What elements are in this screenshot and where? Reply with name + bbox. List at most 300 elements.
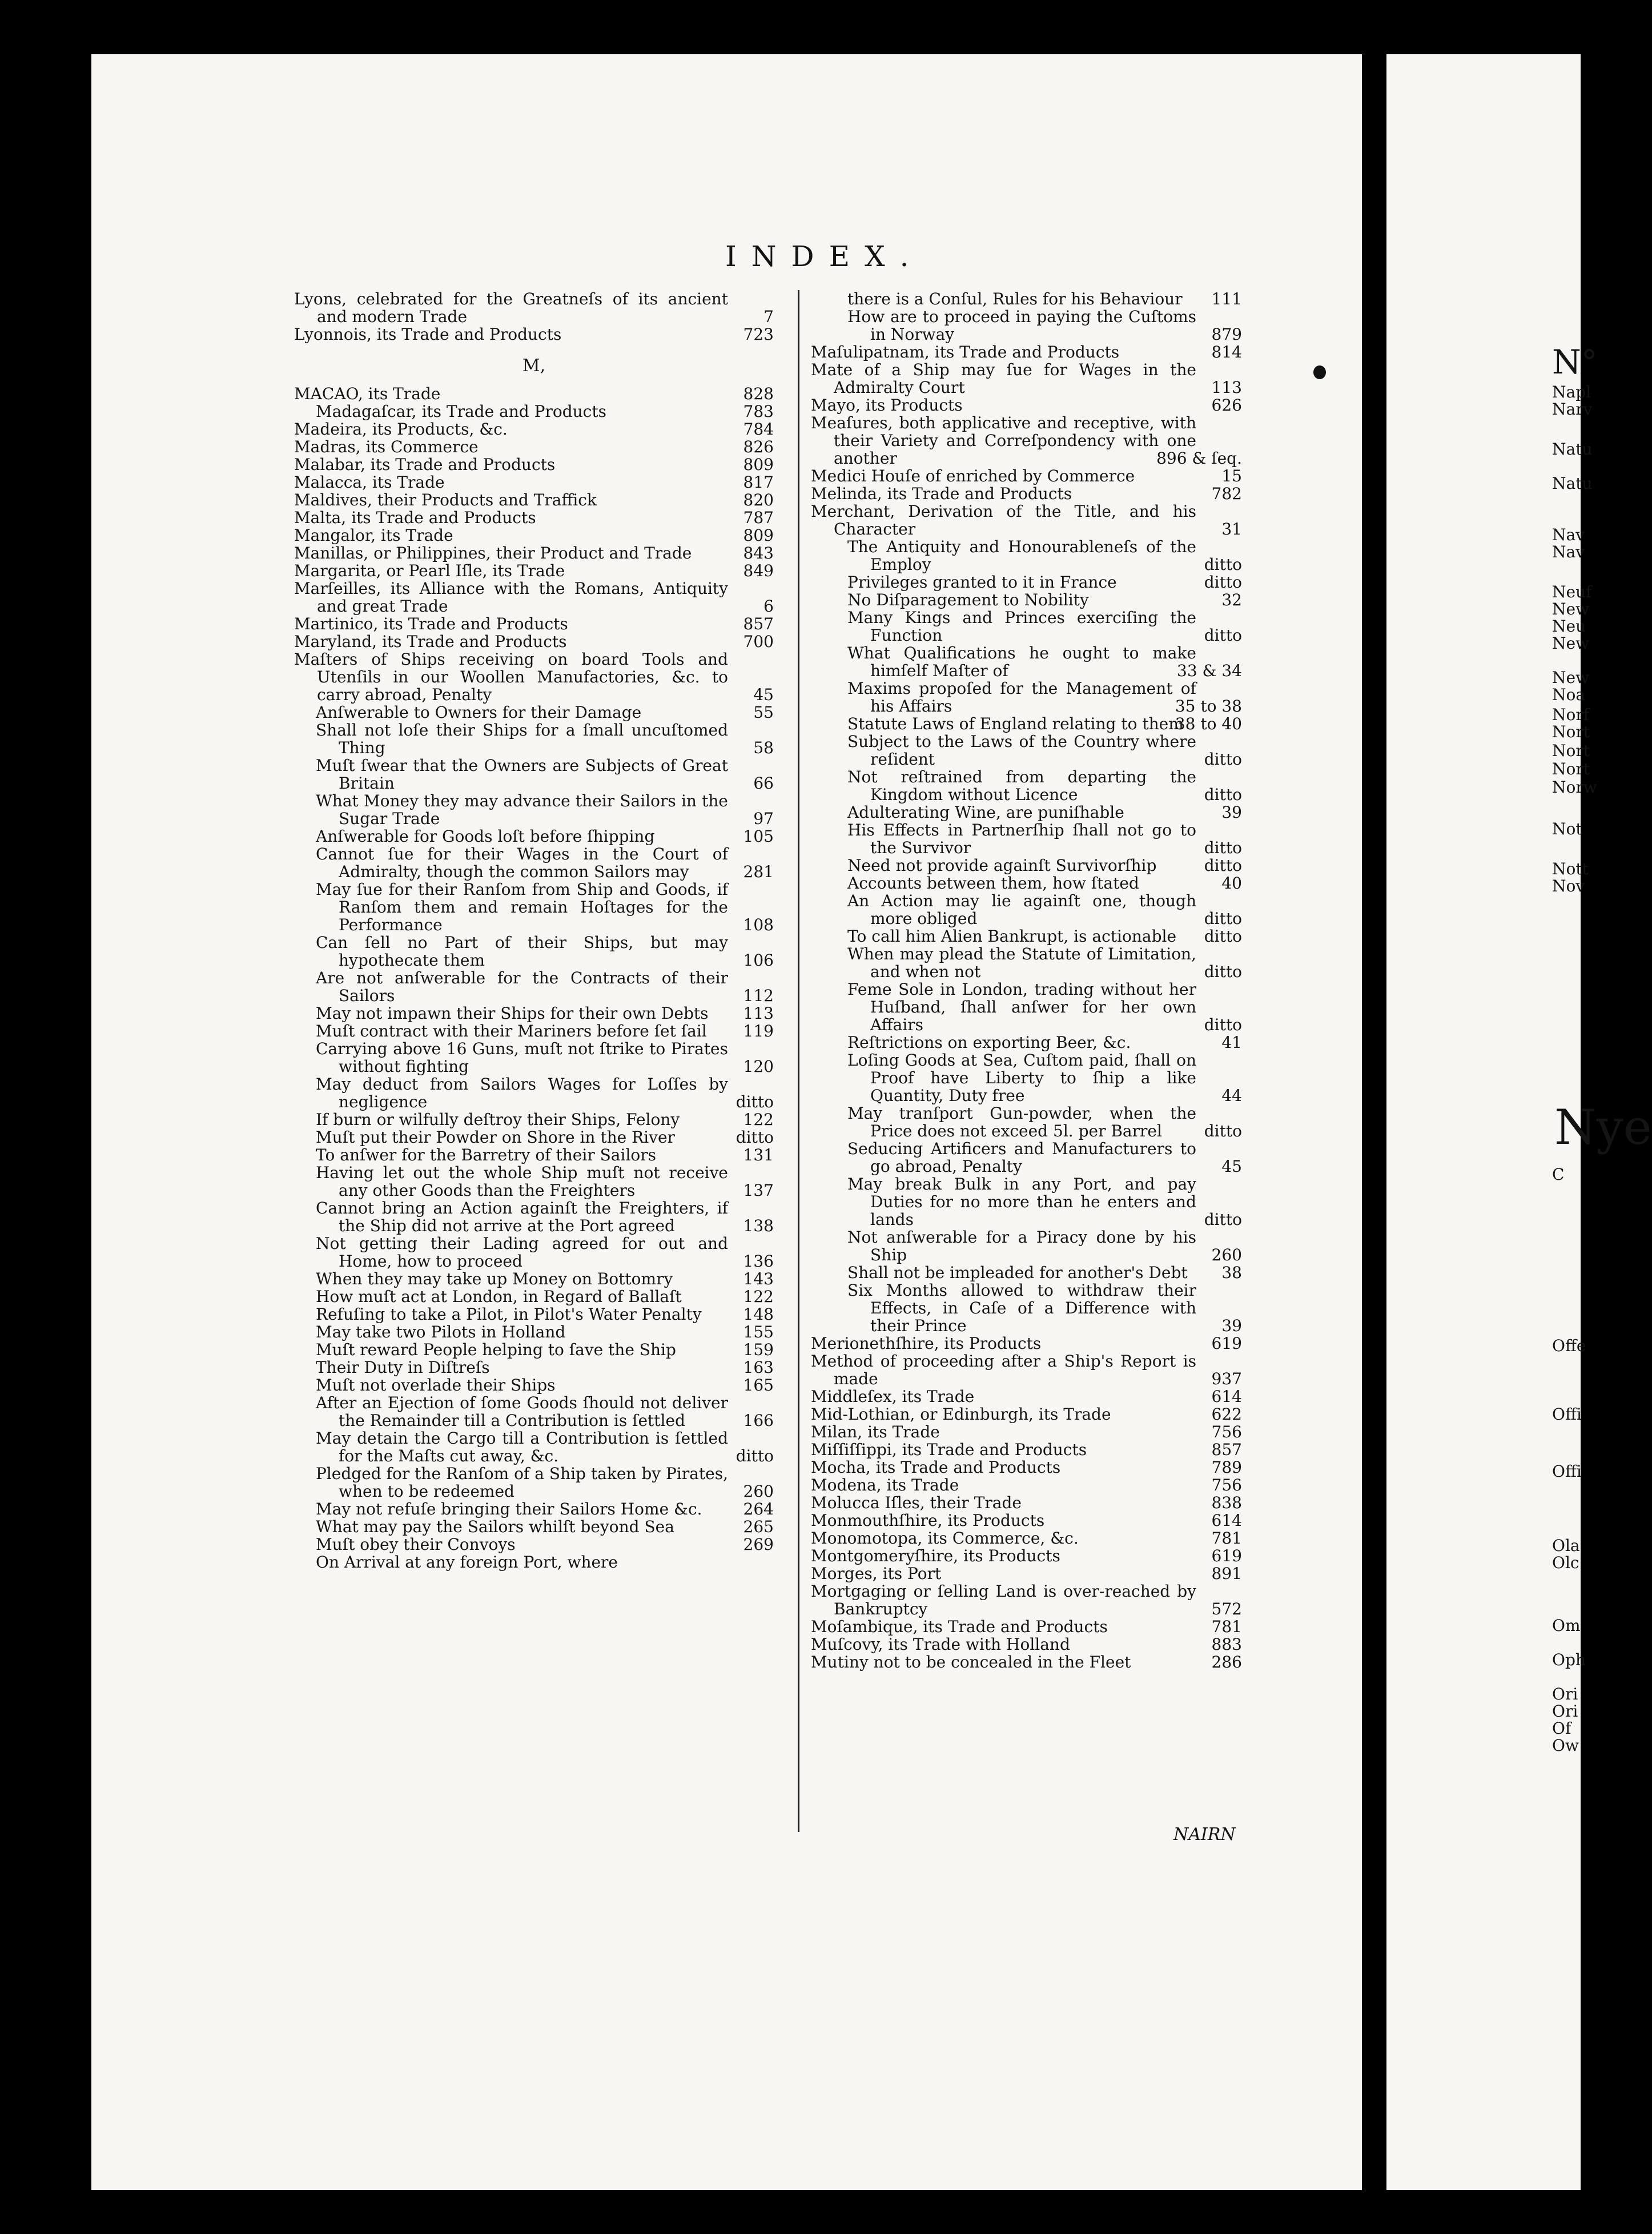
page-number: 622: [1211, 1405, 1242, 1424]
letter-heading: M,: [522, 356, 546, 376]
page-number: 572: [1211, 1600, 1242, 1618]
page-number: 857: [743, 614, 774, 633]
page-number: ditto: [735, 1092, 774, 1111]
page-number: 264: [743, 1500, 774, 1518]
page-number: 45: [1221, 1157, 1242, 1176]
index-entry: [811, 981, 1242, 1034]
facing-page-fragment: New: [1552, 668, 1590, 687]
entry-text: Muſt put their Powder on Shore in the River: [316, 1128, 675, 1147]
index-entry: [811, 1458, 1242, 1476]
facing-page-fragment: Nye: [1554, 1099, 1652, 1155]
entry-text: Maſulipatnam, its Trade and Products: [811, 343, 1120, 361]
page-number: 781: [1211, 1529, 1242, 1548]
page-number: 817: [743, 473, 774, 492]
page-number: 166: [743, 1411, 774, 1430]
facing-page-fragment: Nav: [1552, 543, 1585, 561]
page-number: 155: [743, 1323, 774, 1341]
entry-text: Malacca, its Trade: [294, 473, 445, 492]
index-entry: [811, 414, 1242, 467]
index-entry: [294, 1146, 774, 1164]
entry-text: Statute Laws of England relating to them: [847, 714, 1184, 733]
entry-text: Not anſwerable for a Piracy done by his Ship: [847, 1228, 1196, 1264]
facing-page-fragment: Not: [1552, 819, 1582, 838]
page-number: 119: [743, 1022, 774, 1040]
page-number: 756: [1211, 1476, 1242, 1494]
facing-page-fragment: Norf: [1552, 705, 1590, 724]
entry-text: An Action may lie againſt one, though more obliged: [847, 891, 1196, 928]
index-entry: [811, 1175, 1242, 1228]
index-entry: [811, 361, 1242, 396]
facing-page-fragment: Ola: [1552, 1536, 1580, 1555]
index-entry: [294, 934, 774, 969]
facing-page-fragment: Nort: [1552, 722, 1590, 741]
entry-text: Mid-Lothian, or Edinburgh, its Trade: [811, 1405, 1111, 1424]
index-entry: [294, 1376, 774, 1394]
facing-page-fragment: Nott: [1552, 859, 1589, 878]
entry-text: Muſt obey their Convoys: [316, 1535, 516, 1554]
index-entry: [811, 538, 1242, 573]
page-number: 723: [743, 325, 774, 344]
page-number: 789: [1211, 1458, 1242, 1477]
index-entry: [294, 456, 774, 473]
index-entry: [811, 803, 1242, 821]
entry-text: Monomotopa, its Commerce, &c.: [811, 1529, 1079, 1548]
page-number: 614: [1211, 1511, 1242, 1530]
entry-text: Lyons, celebrated for the Greatneſs of its ancient and modern Trade: [294, 290, 728, 326]
entry-text: Maryland, its Trade and Products: [294, 632, 567, 651]
index-entry: [294, 473, 774, 491]
facing-page-fragment: Nort: [1552, 760, 1590, 778]
facing-page-fragment: Olc: [1552, 1553, 1579, 1572]
index-entry: [811, 680, 1242, 715]
facing-page-fragment: Nav: [1552, 525, 1585, 544]
entry-text: Margarita, or Pearl Iſle, its Trade: [294, 561, 565, 580]
index-entry: [811, 715, 1242, 733]
entry-text: Having let out the whole Ship muſt not receive any other Goods than the Freighters: [316, 1163, 728, 1200]
index-entry: [811, 945, 1242, 981]
page-number: 32: [1221, 590, 1242, 609]
entry-text: Martinico, its Trade and Products: [294, 614, 568, 633]
index-entry: [294, 1553, 774, 1571]
index-entry: [811, 290, 1242, 308]
index-entry: [294, 1235, 774, 1270]
page-number: 40: [1221, 874, 1242, 893]
entry-text: Shall not loſe their Ships for a ſmall uncuſtomed Thing: [316, 721, 728, 757]
index-entry: [811, 1512, 1242, 1529]
page-number: 35 to 38: [1175, 697, 1242, 716]
index-entry: [294, 1359, 774, 1376]
entry-text: Melinda, its Trade and Products: [811, 484, 1072, 503]
page-number: 112: [743, 986, 774, 1005]
index-entry: [811, 1104, 1242, 1140]
page-number: 286: [1211, 1653, 1242, 1672]
facing-page-fragment: Narv: [1552, 400, 1593, 419]
entry-text: The Antiquity and Honourableneſs of the Employ: [847, 537, 1196, 574]
index-entry: [811, 1405, 1242, 1423]
facing-page-fragment: Neu: [1552, 617, 1586, 636]
index-entry: [811, 1618, 1242, 1636]
page-number: 614: [1211, 1387, 1242, 1406]
page-number: 700: [743, 632, 774, 651]
index-entry: [811, 1529, 1242, 1547]
entry-text: Mayo, its Products: [811, 396, 963, 415]
entry-text: To call him Alien Bankrupt, is actionable: [847, 927, 1177, 946]
entry-text: Muſt contract with their Mariners before ſet ſail: [316, 1022, 707, 1040]
page-number: 136: [743, 1252, 774, 1271]
entry-text: Maldives, their Products and Traffick: [294, 491, 597, 509]
facing-page-fragment: Norw: [1552, 778, 1597, 797]
page-number: 783: [743, 402, 774, 421]
facing-page-fragment: Nov: [1552, 877, 1585, 895]
page-number: ditto: [1204, 785, 1242, 804]
index-entry: [294, 969, 774, 1005]
page-number: 122: [743, 1287, 774, 1306]
entry-text: Anſwerable for Goods loſt before ſhipping: [316, 827, 655, 846]
index-entry: [811, 1281, 1242, 1335]
index-entry: [811, 927, 1242, 945]
entry-text: Their Duty in Diſtreſs: [316, 1358, 490, 1377]
facing-page-fragment: Ori: [1552, 1685, 1578, 1703]
entry-text: Madeira, its Products, &c.: [294, 420, 508, 439]
index-entry: [294, 1075, 774, 1111]
entry-text: Moſambique, its Trade and Products: [811, 1617, 1108, 1636]
page-number: 108: [743, 915, 774, 934]
page-number: 66: [753, 774, 774, 793]
entry-text: Mocha, its Trade and Products: [811, 1458, 1061, 1477]
entry-text: Can ſell no Part of their Ships, but may hypothecate them: [316, 933, 728, 970]
entry-text: Marſeilles, its Alliance with the Romans, Antiquity and great Trade: [294, 579, 728, 616]
entry-text: May break Bulk in any Port, and pay Duties for no more than he enters and lands: [847, 1175, 1196, 1229]
page-number: 857: [1211, 1440, 1242, 1459]
entry-text: Madagaſcar, its Trade and Products: [316, 402, 606, 421]
page-number: 165: [743, 1376, 774, 1395]
page-number: 809: [743, 526, 774, 545]
index-entry: [811, 1423, 1242, 1441]
page-number: ditto: [1204, 1122, 1242, 1140]
page-number: ditto: [1204, 555, 1242, 574]
entry-text: What Money they may advance their Sailors in the Sugar Trade: [316, 791, 728, 828]
entry-text: Milan, its Trade: [811, 1423, 940, 1441]
facing-page-fragment: C: [1552, 1165, 1565, 1184]
page-number: 626: [1211, 396, 1242, 415]
page-number: 39: [1221, 803, 1242, 822]
entry-text: May tranſport Gun-powder, when the Price does not exceed 5l. per Barrel: [847, 1104, 1196, 1140]
page-number: 281: [743, 862, 774, 881]
entry-text: What Qualifications he ought to make himſelf Maſter of: [847, 644, 1196, 680]
entry-text: Adulterating Wine, are puniſhable: [847, 803, 1124, 822]
entry-text: Method of proceeding after a Ship's Report is made: [811, 1352, 1196, 1388]
entry-text: Merchant, Derivation of the Title, and his Character: [811, 502, 1196, 539]
page-number: 41: [1221, 1033, 1242, 1052]
catchword: NAIRN: [1173, 1825, 1236, 1845]
page-number: 781: [1211, 1617, 1242, 1636]
page-number: 120: [743, 1057, 774, 1076]
page-number: 756: [1211, 1423, 1242, 1441]
index-entry: [294, 721, 774, 757]
index-entry: [811, 768, 1242, 803]
page-number: 809: [743, 455, 774, 474]
entry-text: No Diſparagement to Nobility: [847, 590, 1089, 609]
index-entry: [811, 644, 1242, 680]
page-number: 131: [743, 1146, 774, 1164]
entry-text: MACAO, its Trade: [294, 384, 441, 403]
entry-text: Loſing Goods at Sea, Cuſtom paid, ſhall on Proof have Liberty to ſhip a like Quantity, Duty free: [847, 1051, 1196, 1105]
entry-text: Merionethſhire, its Products: [811, 1334, 1042, 1353]
facing-page-fragment: Om: [1552, 1616, 1581, 1635]
page-number: 269: [743, 1535, 774, 1554]
index-entry: [294, 633, 774, 650]
page-number: ditto: [1204, 909, 1242, 928]
page-number: 39: [1221, 1316, 1242, 1335]
index-left-column: [294, 290, 774, 1571]
entry-text: Molucca Iſles, their Trade: [811, 1493, 1022, 1512]
entry-text: May deduct from Sailors Wages for Loſſes by negligence: [316, 1075, 728, 1111]
entry-text: Meaſures, both applicative and receptive, with their Variety and Correſpondency with one another: [811, 413, 1196, 468]
entry-text: Seducing Artificers and Manufacturers to go abroad, Penalty: [847, 1139, 1196, 1176]
index-entry: [811, 1565, 1242, 1582]
facing-page-fragment: Nort: [1552, 741, 1590, 760]
page-number: 111: [1211, 290, 1242, 308]
entry-text: Lyonnois, its Trade and Products: [294, 325, 562, 344]
index-entry: [294, 527, 774, 544]
entry-text: there is a Conſul, Rules for his Behaviour: [847, 290, 1183, 308]
index-entry: [811, 467, 1242, 485]
page-number: 45: [753, 685, 774, 704]
page-number: ditto: [1204, 962, 1242, 981]
page-number: 896 & ſeq.: [1156, 449, 1242, 468]
entry-text: Miſſiſſippi, its Trade and Products: [811, 1440, 1087, 1459]
entry-text: Muſt ſwear that the Owners are Subjects of Great Britain: [316, 756, 728, 793]
facing-page-fragment: Offi: [1552, 1462, 1582, 1481]
entry-text: How are to proceed in paying the Cuſtoms in Norway: [847, 307, 1196, 344]
entry-text: Shall not be impleaded for another's Debt: [847, 1263, 1188, 1282]
index-entry: [294, 385, 774, 403]
index-entry: [294, 1341, 774, 1359]
column-divider: [798, 290, 799, 1832]
entry-text: Not getting their Lading agreed for out and Home, how to proceed: [316, 1234, 728, 1271]
index-entry: [811, 485, 1242, 503]
page-number: 38: [1221, 1263, 1242, 1282]
page-number: ditto: [735, 1128, 774, 1147]
index-entry: [294, 650, 774, 704]
entry-text: After an Ejection of ſome Goods ſhould not deliver the Remainder till a Contribution is ſettled: [316, 1393, 728, 1430]
page-number: 265: [743, 1517, 774, 1536]
entry-text: Privileges granted to it in France: [847, 573, 1117, 592]
entry-text: What may pay the Sailors whilſt beyond Sea: [316, 1517, 674, 1536]
index-entry: [294, 792, 774, 827]
facing-page-fragment: New: [1552, 634, 1590, 653]
entry-text: Mangalor, its Trade: [294, 526, 453, 545]
index-entry: [811, 892, 1242, 927]
entry-text: Mutiny not to be concealed in the Fleet: [811, 1653, 1131, 1672]
page-number: 838: [1211, 1493, 1242, 1512]
index-entry: [294, 1022, 774, 1040]
page-number: 260: [1211, 1245, 1242, 1264]
page-number: 15: [1221, 467, 1242, 485]
page-number: 6: [763, 597, 774, 616]
page-number: 828: [743, 384, 774, 403]
index-entry: [811, 857, 1242, 874]
entry-text: May take two Pilots in Holland: [316, 1323, 566, 1341]
page-number: 97: [753, 809, 774, 828]
page-title: INDEX.: [725, 240, 924, 273]
index-entry: [294, 403, 774, 420]
index-entry: [811, 1476, 1242, 1494]
index-entry: [294, 1518, 774, 1536]
index-entry: [811, 591, 1242, 609]
index-entry: [294, 1164, 774, 1199]
entry-text: Many Kings and Princes exerciſing the Function: [847, 608, 1196, 645]
ink-blot: [1313, 365, 1326, 379]
page-number: 260: [743, 1482, 774, 1501]
entry-text: Feme Sole in London, trading without her Huſband, ſhall anſwer for her own Affairs: [847, 980, 1196, 1034]
entry-text: May detain the Cargo till a Contribution is ſettled for the Maſts cut away, &c.: [316, 1429, 728, 1465]
page-number: 619: [1211, 1334, 1242, 1353]
entry-text: His Effects in Partnerſhip ſhall not go to the Survivor: [847, 821, 1196, 857]
index-entry: [811, 1494, 1242, 1512]
facing-page-fragment: Oph: [1552, 1650, 1586, 1669]
index-entry: [294, 1465, 774, 1500]
index-entry: [294, 562, 774, 580]
page-number: ditto: [1204, 838, 1242, 857]
page-number: ditto: [1204, 573, 1242, 592]
entry-text: May not impawn their Ships for their own Debts: [316, 1004, 709, 1023]
entry-text: Muſcovy, its Trade with Holland: [811, 1635, 1070, 1654]
entry-text: Manillas, or Philippines, their Product and Trade: [294, 544, 692, 562]
page-number: 31: [1221, 520, 1242, 539]
index-entry: [294, 1288, 774, 1305]
entry-text: Anſwerable to Owners for their Damage: [316, 703, 642, 722]
index-entry: [294, 491, 774, 509]
entry-text: Montgomeryſhire, its Products: [811, 1546, 1060, 1565]
index-entry: [811, 308, 1242, 343]
page-number: 849: [743, 561, 774, 580]
index-entry: [294, 845, 774, 881]
entry-text: Mortgaging or ſelling Land is over-reached by Bankruptcy: [811, 1582, 1196, 1618]
entry-text: Mate of a Ship may ſue for Wages in the Admiralty Court: [811, 360, 1196, 397]
entry-text: Morges, its Port: [811, 1564, 942, 1583]
entry-text: Cannot bring an Action againſt the Freighters, if the Ship did not arrive at the Port agreed: [316, 1199, 728, 1235]
entry-text: Are not anſwerable for the Contracts of their Sailors: [316, 969, 728, 1005]
entry-text: Madras, its Commerce: [294, 437, 479, 456]
entry-text: Refuſing to take a Pilot, in Pilot's Water Penalty: [316, 1305, 702, 1324]
page-number: 143: [743, 1269, 774, 1288]
facing-page-fragment: Ow: [1552, 1736, 1579, 1755]
page-number: 820: [743, 491, 774, 509]
facing-page-fragment: New: [1552, 600, 1590, 618]
page-number: 38 to 40: [1175, 714, 1242, 733]
page-number: ditto: [1204, 1015, 1242, 1034]
index-entry: [294, 881, 774, 934]
facing-page-fragment: Natu: [1552, 474, 1593, 493]
page-number: ditto: [1204, 750, 1242, 769]
index-entry: [811, 1352, 1242, 1388]
index-entry: [294, 1305, 774, 1323]
page-number: ditto: [1204, 1210, 1242, 1229]
entry-text: Carrying above 16 Guns, muſt not ſtrike to Pirates without fighting: [316, 1039, 728, 1076]
index-entry: [811, 1636, 1242, 1653]
page-number: 163: [743, 1358, 774, 1377]
entry-text: Monmouthſhire, its Products: [811, 1511, 1045, 1530]
entry-text: How muſt act at London, in Regard of Ballaſt: [316, 1287, 682, 1306]
facing-page-fragment: Ori: [1552, 1702, 1578, 1721]
index-entry: [811, 1228, 1242, 1264]
index-entry: [294, 1323, 774, 1341]
facing-page-fragment: Napl: [1552, 383, 1591, 401]
entry-text: May ſue for their Ranſom from Ship and Goods, if Ranſom them and remain Hoſtages for the Performance: [316, 880, 728, 934]
index-entry: [811, 1582, 1242, 1618]
index-entry: [294, 1536, 774, 1553]
index-entry: [811, 1264, 1242, 1281]
index-entry: [294, 290, 774, 326]
index-entry: [294, 1199, 774, 1235]
entry-text: Accounts between them, how ſtated: [847, 874, 1139, 893]
page-number: ditto: [1204, 927, 1242, 946]
entry-text: Malabar, its Trade and Products: [294, 455, 556, 474]
entry-text: Medici Houſe of enriched by Commerce: [811, 467, 1135, 485]
page-number: 7: [763, 307, 774, 326]
page-number: 137: [743, 1181, 774, 1200]
entry-text: On Arrival at any foreign Port, where: [316, 1553, 618, 1572]
entry-text: If burn or wilfully deſtroy their Ships, Felony: [316, 1110, 680, 1129]
index-entry: [294, 1040, 774, 1075]
page-number: 106: [743, 951, 774, 970]
entry-text: Six Months allowed to withdraw their Effects, in Caſe of a Difference with their Prince: [847, 1281, 1196, 1335]
entry-text: Muſt not overlade their Ships: [316, 1376, 556, 1395]
entry-text: Need not provide againſt Survivorſhip: [847, 856, 1157, 875]
index-entry: [811, 396, 1242, 414]
index-entry: [294, 704, 774, 721]
index-entry: [811, 609, 1242, 644]
page-number: 122: [743, 1110, 774, 1129]
page-number: 843: [743, 544, 774, 562]
entry-text: To anſwer for the Barretry of their Sailors: [316, 1146, 657, 1164]
page-number: 782: [1211, 484, 1242, 503]
page-number: 891: [1211, 1564, 1242, 1583]
index-entry: [294, 438, 774, 456]
index-entry: [294, 827, 774, 845]
page-number: 55: [753, 703, 774, 722]
facing-page-fragment: Of: [1552, 1719, 1571, 1738]
index-entry: [811, 1547, 1242, 1565]
facing-page-fragment: Noa: [1552, 685, 1586, 704]
index-entry: [294, 1270, 774, 1288]
index-entry: [294, 1394, 774, 1429]
index-entry: [294, 1500, 774, 1518]
index-entry: [294, 420, 774, 438]
page-number: 937: [1211, 1369, 1242, 1388]
index-entry: [294, 509, 774, 527]
page-number: 33 & 34: [1177, 661, 1242, 680]
page-number: 814: [1211, 343, 1242, 361]
entry-text: Reſtrictions on exporting Beer, &c.: [847, 1033, 1131, 1052]
entry-text: May not refuſe bringing their Sailors Home &c.: [316, 1500, 702, 1518]
entry-text: Muſt reward People helping to ſave the Ship: [316, 1340, 676, 1359]
page-number: 113: [743, 1004, 774, 1023]
entry-text: Maſters of Ships receiving on board Tools and Utenſils in our Woollen Manufactories, &c. to carry abroad, Penalty: [294, 650, 728, 704]
index-entry: [811, 1441, 1242, 1458]
page-number: 826: [743, 437, 774, 456]
page-number: ditto: [1204, 626, 1242, 645]
entry-text: Middleſex, its Trade: [811, 1387, 975, 1406]
page-number: 138: [743, 1216, 774, 1235]
page-number: ditto: [735, 1447, 774, 1465]
index-entry: [294, 1111, 774, 1128]
entry-text: When may plead the Statute of Limitation, and when not: [847, 945, 1196, 981]
entry-text: Cannot ſue for their Wages in the Court of Admiralty, though the common Sailors may: [316, 845, 728, 881]
page-number: 787: [743, 508, 774, 527]
facing-page: [1386, 54, 1581, 2190]
